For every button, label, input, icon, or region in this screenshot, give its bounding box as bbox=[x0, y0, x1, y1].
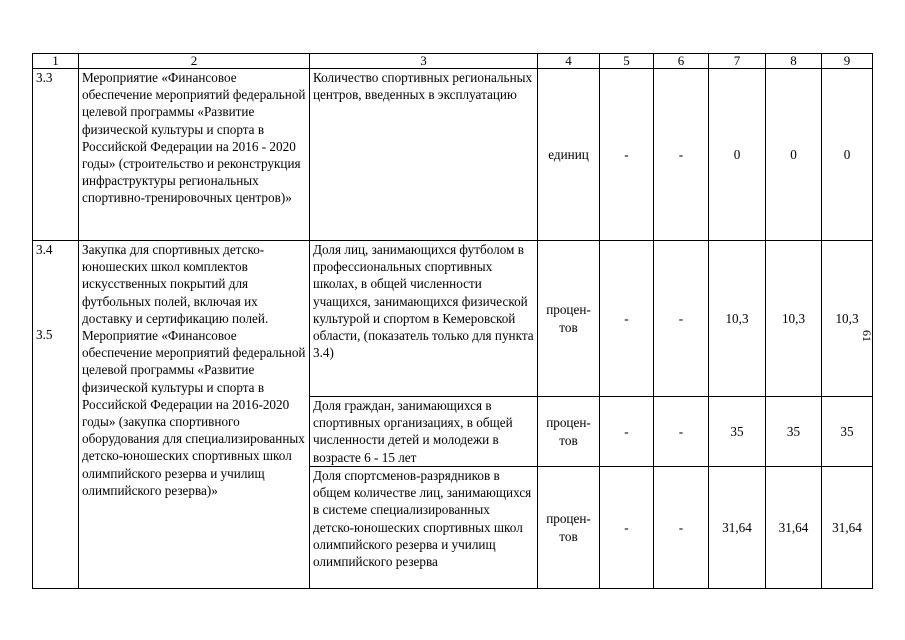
row-number: 3.3 bbox=[33, 69, 79, 241]
value-cell: - bbox=[654, 69, 709, 241]
header-cell: 2 bbox=[79, 54, 310, 69]
value-cell: 35 bbox=[766, 397, 822, 467]
indicators-table bbox=[32, 53, 873, 589]
indicator-cell: Доля граждан, занимающихся в спортивных организациях, в общей численности детей и молодежи в возрасте 6 - 15 лет bbox=[310, 397, 538, 467]
page-number: 61 bbox=[860, 330, 874, 342]
unit-cell: единиц bbox=[538, 69, 600, 241]
unit-cell: процен-тов bbox=[538, 397, 600, 467]
value-cell: 31,64 bbox=[766, 467, 822, 589]
value-cell: - bbox=[654, 241, 709, 397]
header-cell: 9 bbox=[822, 54, 873, 69]
value-cell: 0 bbox=[822, 69, 873, 241]
header-cell: 7 bbox=[709, 54, 766, 69]
header-cell: 1 bbox=[33, 54, 79, 69]
header-cell: 6 bbox=[654, 54, 709, 69]
value-cell: 31,64 bbox=[822, 467, 873, 589]
value-cell: 35 bbox=[822, 397, 873, 467]
value-cell: 10,3 bbox=[709, 241, 766, 397]
value-cell: - bbox=[654, 467, 709, 589]
unit-cell: процен-тов bbox=[538, 241, 600, 397]
value-cell: - bbox=[654, 397, 709, 467]
value-cell: 10,3 bbox=[766, 241, 822, 397]
value-cell: - bbox=[600, 397, 654, 467]
event-cell: Мероприятие «Финансовое обеспечение мероприятий федеральной целевой программы «Развитие физической культуры и спорта в Российской Федерации на 2016 - 2020 годы» (строительство и реконструкция инфраструктуры региональных спортивно-тренировочных центров)» bbox=[79, 69, 310, 241]
header-cell: 3 bbox=[310, 54, 538, 69]
event-cell: Закупка для спортивных детско-юношеских школ комплектов искусственных покрытий для футбольных полей, включая их доставку и сертификацию полей. Мероприятие «Финансовое обеспечение мероприятий федеральной целевой программы «Развитие физической культуры и спорта в Российской Федерации на 2016-2020 годы» (закупка спортивного оборудования для специализированных детско-юношеских спортивных школ олимпийского резерва и училищ олимпийского резерва)» bbox=[79, 241, 310, 589]
table-row bbox=[33, 241, 873, 397]
value-cell: 35 bbox=[709, 397, 766, 467]
header-row bbox=[33, 54, 873, 69]
value-cell: 0 bbox=[709, 69, 766, 241]
value-cell: - bbox=[600, 69, 654, 241]
row-number: 3.4 bbox=[36, 242, 53, 257]
value-cell: - bbox=[600, 241, 654, 397]
value-cell: 31,64 bbox=[709, 467, 766, 589]
header-cell: 8 bbox=[766, 54, 822, 69]
value-cell: - bbox=[600, 467, 654, 589]
row-number-cell bbox=[33, 241, 79, 589]
indicator-cell: Количество спортивных региональных центров, введенных в эксплуатацию bbox=[310, 69, 538, 241]
indicator-cell: Доля спортсменов-разрядников в общем количестве лиц, занимающихся в системе специализированных детско-юношеских спортивных школ олимпийского резерва и училищ олимпийского резерва bbox=[310, 467, 538, 589]
unit-cell: процен-тов bbox=[538, 467, 600, 589]
value-cell: 10,3 bbox=[822, 241, 873, 397]
header-cell: 4 bbox=[538, 54, 600, 69]
indicator-cell: Доля лиц, занимающихся футболом в профессиональных спортивных школах, в общей численности учащихся, занимающихся физической культурой и спортом в Кемеровской области, (показатель только для пункта 3.4) bbox=[310, 241, 538, 397]
row-number: 3.5 bbox=[36, 327, 53, 343]
value-cell: 0 bbox=[766, 69, 822, 241]
header-cell: 5 bbox=[600, 54, 654, 69]
table-row bbox=[33, 69, 873, 241]
